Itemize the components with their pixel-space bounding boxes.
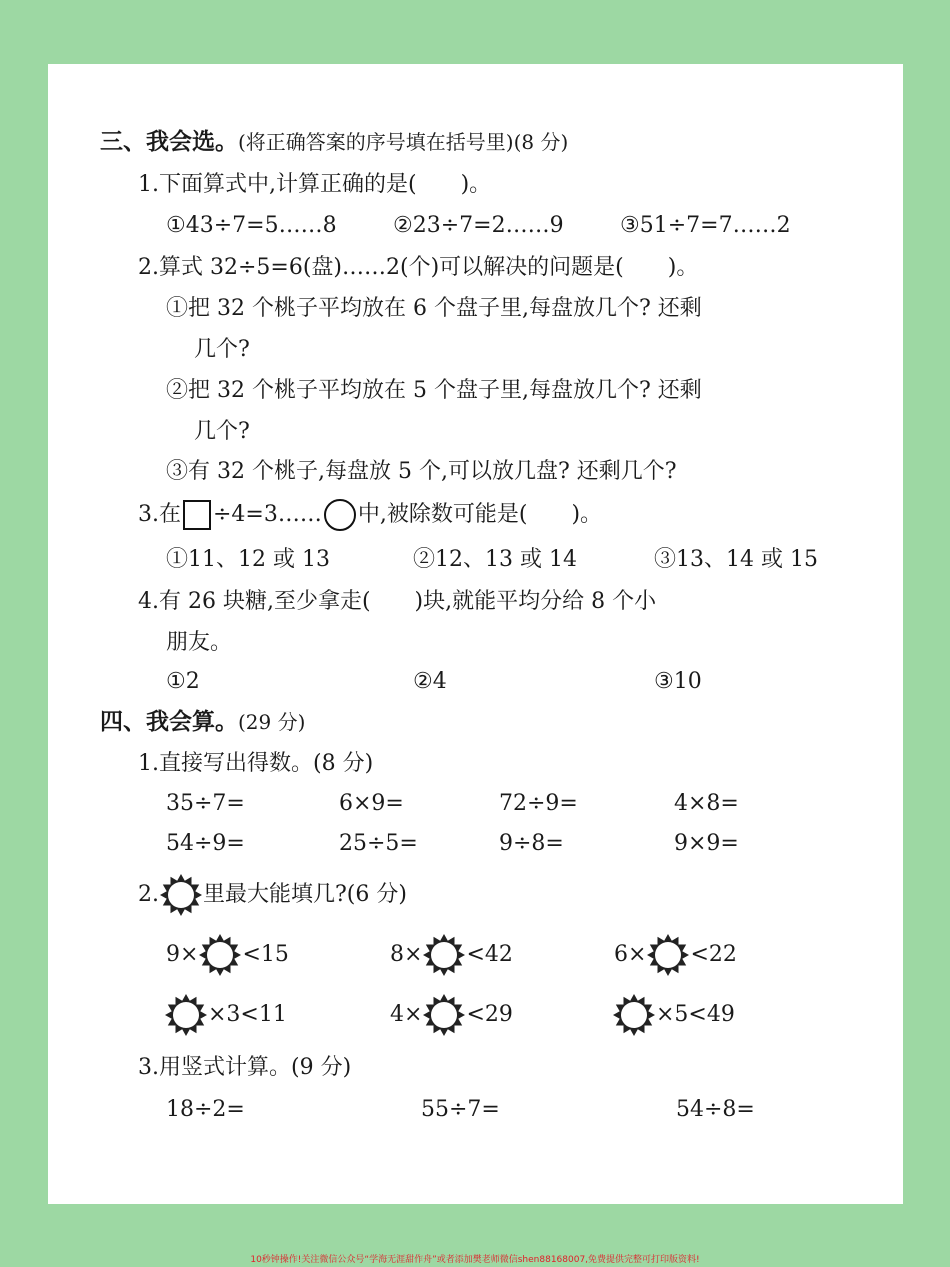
- s3-q2-option-2-line2: 几个?: [194, 419, 250, 444]
- s4-q2-suffix: 里最大能填几?(6 分): [203, 882, 407, 907]
- s4-q2-post: ×3<11: [208, 1002, 287, 1027]
- s4-q2-item: [612, 992, 735, 1038]
- s3-q1-option-2: ②23÷7=2……9: [393, 213, 564, 238]
- s3-q4-option-2: ②4: [413, 669, 447, 694]
- s3-q4-line2: 朋友。: [166, 630, 233, 655]
- s4-q2-item: [390, 932, 513, 978]
- s4-q1-stem: 1.直接写出得数。(8 分): [138, 751, 374, 776]
- blank-square: [183, 500, 211, 530]
- s3-q3-stem: [138, 496, 602, 534]
- sun-icon: [422, 933, 466, 977]
- s3-q1-option-3: ③51÷7=7……2: [620, 213, 791, 238]
- s4-q1-item: 6×9=: [339, 791, 404, 816]
- sun-icon: [646, 933, 690, 977]
- section4-title: 四、我会算。: [100, 708, 238, 735]
- s3-q2-option-3: ③有 32 个桃子,每盘放 5 个,可以放几盘? 还剩几个?: [166, 459, 677, 484]
- section3-heading: [100, 128, 568, 156]
- s4-q2-pre: 4×: [390, 1002, 423, 1027]
- s4-q1-item: 9×9=: [674, 831, 739, 856]
- s4-q2-post: <42: [466, 942, 513, 967]
- s3-q3-option-2: ②12、13 或 14: [413, 547, 577, 572]
- s4-q1-item: 72÷9=: [499, 791, 578, 816]
- s3-q3-suffix: 中,被除数可能是( )。: [357, 502, 603, 527]
- sun-icon: [612, 993, 656, 1037]
- s4-q2-post: <29: [466, 1002, 513, 1027]
- s4-q1-item: 25÷5=: [339, 831, 418, 856]
- sun-icon: [164, 993, 208, 1037]
- s4-q2-pre: 9×: [166, 942, 199, 967]
- s3-q2-option-1-line1: ①把 32 个桃子平均放在 6 个盘子里,每盘放几个? 还剩: [166, 296, 702, 321]
- s3-q3-option-3: ③13、14 或 15: [654, 547, 818, 572]
- s4-q1-item: 35÷7=: [166, 791, 245, 816]
- s4-q2-item: [164, 992, 287, 1038]
- s3-q2-stem: 2.算式 32÷5=6(盘)……2(个)可以解决的问题是( )。: [138, 255, 699, 280]
- s4-q2-item: [390, 992, 513, 1038]
- s3-q4-option-3: ③10: [654, 669, 702, 694]
- s4-q1-item: 54÷9=: [166, 831, 245, 856]
- s4-q2-item: [166, 932, 289, 978]
- blank-circle: [324, 499, 356, 531]
- s3-q1-stem: 1.下面算式中,计算正确的是( )。: [138, 172, 492, 197]
- section4-note: (29 分): [238, 710, 306, 734]
- s3-q4-option-1: ①2: [166, 669, 200, 694]
- s3-q4-line1: 4.有 26 块糖,至少拿走( )块,就能平均分给 8 个小: [138, 589, 657, 614]
- promo-footer: 10秒钟操作!关注微信公众号“学海无涯甜作舟”或者添加樊老师微信shen88168007,免费提供完整可打印版资料!: [250, 1255, 700, 1265]
- section3-title: 三、我会选。: [100, 128, 238, 155]
- s3-q3-prefix: 3.在: [138, 502, 181, 527]
- sun-icon: [198, 933, 242, 977]
- s4-q2-prefix: 2.: [138, 882, 159, 907]
- s4-q3-item: 55÷7=: [421, 1097, 500, 1122]
- section3-note: (将正确答案的序号填在括号里)(8 分): [238, 130, 569, 154]
- s3-q2-option-1-line2: 几个?: [194, 337, 250, 362]
- s3-q2-option-2-line1: ②把 32 个桃子平均放在 5 个盘子里,每盘放几个? 还剩: [166, 378, 702, 403]
- s4-q1-item: 4×8=: [674, 791, 739, 816]
- s4-q2-pre: 6×: [614, 942, 647, 967]
- s4-q1-item: 9÷8=: [499, 831, 564, 856]
- s4-q3-item: 18÷2=: [166, 1097, 245, 1122]
- s4-q2-stem: [138, 872, 407, 918]
- s3-q1-option-1: ①43÷7=5……8: [166, 213, 337, 238]
- s4-q2-item: [614, 932, 737, 978]
- s4-q2-post: <22: [690, 942, 737, 967]
- s4-q2-post: ×5<49: [656, 1002, 735, 1027]
- s4-q3-stem: 3.用竖式计算。(9 分): [138, 1055, 352, 1080]
- s3-q3-option-1: ①11、12 或 13: [166, 547, 330, 572]
- sun-icon: [422, 993, 466, 1037]
- s4-q2-post: <15: [242, 942, 289, 967]
- s4-q3-item: 54÷8=: [676, 1097, 755, 1122]
- sun-icon: [159, 873, 203, 917]
- section4-heading: [100, 708, 305, 736]
- s4-q2-pre: 8×: [390, 942, 423, 967]
- s3-q3-mid: ÷4=3……: [213, 502, 322, 527]
